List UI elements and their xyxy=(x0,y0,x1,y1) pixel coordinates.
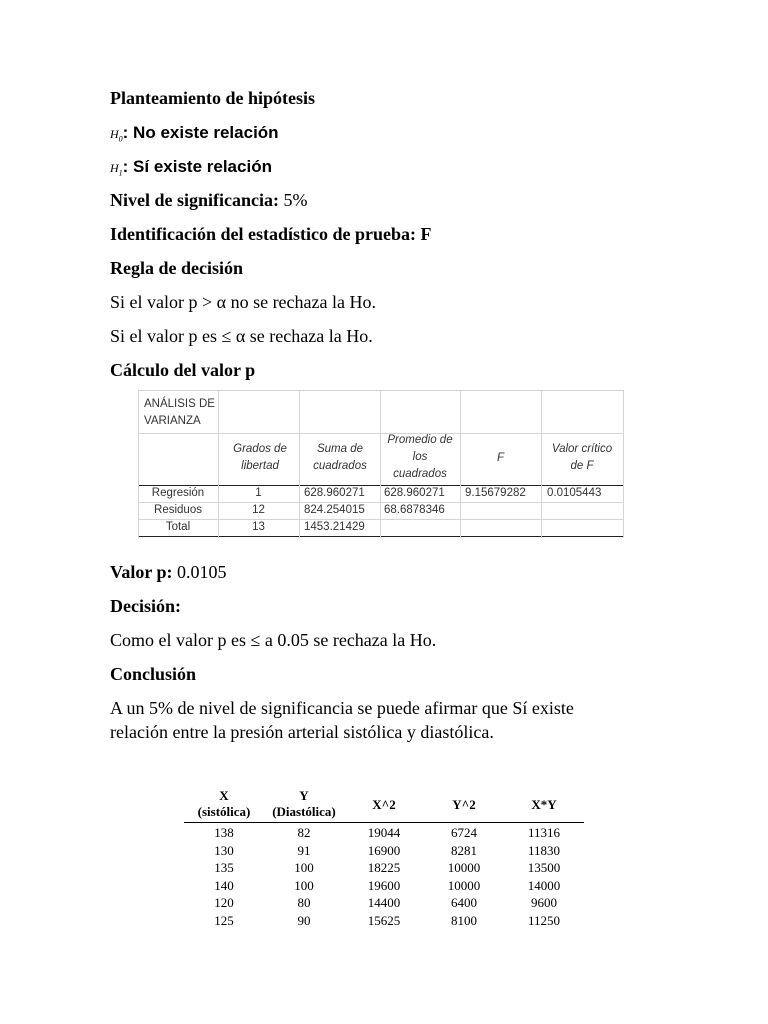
h0-symbol: $H_0$ xyxy=(110,127,123,144)
data-cell: 11316 xyxy=(527,825,561,840)
anova-header-f: F xyxy=(496,452,505,464)
calc-heading: Cálculo del valor p xyxy=(110,360,256,380)
decision-rule-heading: Regla de decisión xyxy=(110,258,243,278)
data-header-y2: Y^2 xyxy=(452,797,476,812)
conclusion-line-1: A un 5% de nivel de significancia se puede afirmar que Sí existe xyxy=(110,698,574,718)
h0-statement: $H_0$: No existe relación xyxy=(110,123,279,144)
table-row xyxy=(184,824,584,842)
table-row xyxy=(184,859,584,877)
anova-cell-fcrit: 0.0105443 xyxy=(547,487,602,499)
data-cell: 11830 xyxy=(527,842,561,858)
table-row xyxy=(184,894,584,912)
data-cell: 16900 xyxy=(367,842,401,858)
conclusion-heading: Conclusión xyxy=(110,664,197,684)
anova-row-label: Residuos xyxy=(154,504,202,516)
anova-cell-ss: 824.254015 xyxy=(304,504,365,516)
data-cell: 130 xyxy=(214,842,234,858)
anova-cell-df: 12 xyxy=(252,504,265,516)
anova-row-label: Total xyxy=(165,521,191,533)
data-cell: 19044 xyxy=(367,825,401,840)
anova-table xyxy=(138,390,624,538)
anova-cell-ms: 628.960271 xyxy=(384,487,445,499)
data-cell: 125 xyxy=(214,912,234,928)
data-header-xy: X*Y xyxy=(531,797,557,812)
table-row xyxy=(184,912,584,930)
data-cell: 18225 xyxy=(367,860,401,875)
data-cell: 11250 xyxy=(527,912,561,928)
data-cell: 100 xyxy=(294,860,314,875)
data-cell: 14000 xyxy=(527,877,561,893)
data-cell: 8100 xyxy=(451,912,477,928)
table-row xyxy=(184,842,584,860)
data-cell: 6400 xyxy=(451,895,477,910)
data-cell: 8281 xyxy=(451,842,477,858)
data-cell: 135 xyxy=(214,860,234,875)
anova-cell-f: 9.15679282 xyxy=(465,487,526,499)
significance-level: Nivel de significancia: 5% xyxy=(110,190,308,210)
data-cell: 9600 xyxy=(531,895,557,910)
anova-cell-ss: 628.960271 xyxy=(304,487,365,499)
data-cell: 91 xyxy=(297,842,311,858)
anova-cell-ss: 1453.21429 xyxy=(304,521,365,533)
decision-rule-line-2: Si el valor p es ≤ α se rechaza la Ho. xyxy=(110,326,373,346)
data-cell: 13500 xyxy=(527,860,561,875)
conclusion-line-2: relación entre la presión arterial sistólica y diastólica. xyxy=(110,722,494,742)
data-cell: 82 xyxy=(297,825,311,840)
table-row xyxy=(184,877,584,895)
anova-cell-df: 13 xyxy=(252,521,265,533)
data-cell: 6724 xyxy=(451,825,477,840)
data-table-header xyxy=(184,788,584,823)
anova-header-fcrit: Valor crítico de F xyxy=(551,443,613,472)
h1-statement: $H_1$: Sí existe relación xyxy=(110,157,272,178)
data-header-x2: X^2 xyxy=(372,797,396,812)
statistic-identification: Identificación del estadístico de prueba: F xyxy=(110,224,432,244)
data-cell: 10000 xyxy=(447,860,481,875)
data-header-y: Y (Diastólica) xyxy=(272,788,336,819)
anova-cell-df: 1 xyxy=(255,487,262,499)
data-cell: 138 xyxy=(214,825,234,840)
anova-row-label: Regresión xyxy=(151,487,205,499)
data-cell: 80 xyxy=(297,895,311,910)
h1-symbol: $H_1$ xyxy=(110,161,123,178)
decision-text: Como el valor p es ≤ a 0.05 se rechaza la Ho. xyxy=(110,630,437,650)
pvalue-line: Valor p: 0.0105 xyxy=(110,562,227,582)
data-cell: 10000 xyxy=(447,877,481,893)
data-cell: 90 xyxy=(297,912,311,928)
data-cell: 100 xyxy=(294,877,314,893)
data-cell: 120 xyxy=(214,895,234,910)
anova-header-df: Grados de libertad xyxy=(233,443,287,472)
data-cell: 15625 xyxy=(367,912,401,928)
anova-header-ss: Suma de cuadrados xyxy=(313,443,367,472)
data-cell: 19600 xyxy=(367,877,401,893)
hypothesis-heading: Planteamiento de hipótesis xyxy=(110,88,315,108)
decision-rule-line-1: Si el valor p > α no se rechaza la Ho. xyxy=(110,292,376,312)
anova-header-ms: Promedio de los cuadrados xyxy=(387,434,453,480)
data-header-x: X (sistólica) xyxy=(197,788,251,819)
data-cell: 140 xyxy=(214,877,234,893)
anova-title: ANÁLISIS DE VARIANZA xyxy=(144,398,215,427)
anova-cell-ms: 68.6878346 xyxy=(384,504,445,516)
data-cell: 14400 xyxy=(367,895,401,910)
decision-heading: Decisión: xyxy=(110,596,181,616)
